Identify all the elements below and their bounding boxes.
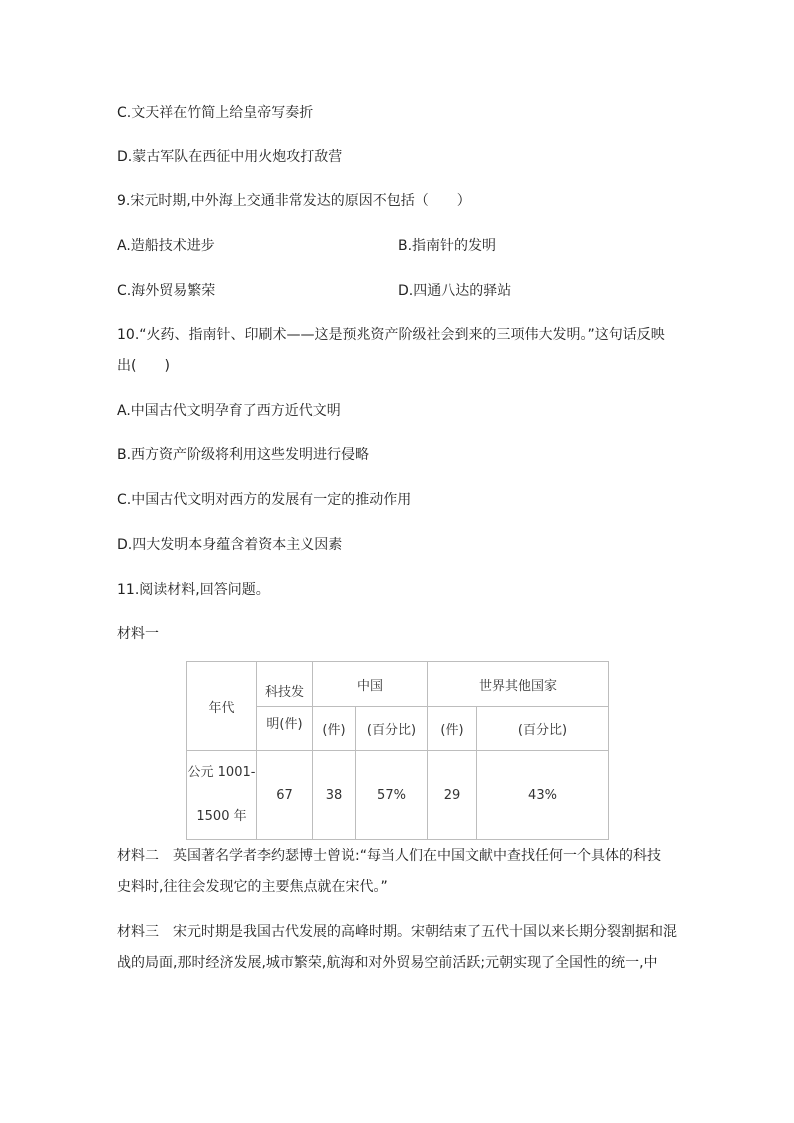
q11-stem: 11.阅读材料,回答问题。: [117, 582, 270, 598]
sub-count-world: (件): [428, 707, 477, 751]
header-inventions-bottom: 明(件): [257, 707, 313, 751]
material2-line1: 材料二 英国著名学者李约瑟博士曾说:“每当人们在中国文献中查找任何一个具体的科技: [117, 848, 661, 864]
sub-percent-china: (百分比): [356, 707, 428, 751]
q9-option-a: A.造船技术进步: [117, 238, 215, 254]
row-world-percent: 43%: [477, 751, 609, 840]
material2-line2: 史料时,往往会发现它的主要焦点就在宋代。”: [117, 879, 388, 895]
header-world: 世界其他国家: [428, 662, 609, 707]
row-era-line2: 1500 年: [196, 809, 247, 824]
header-inventions-top: 科技发: [257, 662, 313, 707]
row-china-count: 38: [313, 751, 356, 840]
header-era: 年代: [187, 662, 257, 751]
header-china: 中国: [313, 662, 428, 707]
q8-option-c: C.文天祥在竹简上给皇帝写奏折: [117, 105, 314, 121]
q8-option-d: D.蒙古军队在西征中用火炮攻打敌营: [117, 149, 343, 165]
row-china-percent: 57%: [356, 751, 428, 840]
q10-stem-line1: 10.“火药、指南针、印刷术——这是预兆资产阶级社会到来的三项伟大发明。”这句话反映: [117, 327, 665, 343]
material3-line1: 材料三 宋元时期是我国古代发展的高峰时期。宋朝结束了五代十国以来长期分裂割据和混: [117, 924, 677, 940]
row-era: [187, 751, 257, 840]
q10-option-c: C.中国古代文明对西方的发展有一定的推动作用: [117, 492, 412, 508]
q10-option-b: B.西方资产阶级将利用这些发明进行侵略: [117, 447, 370, 463]
material1-table: [186, 661, 609, 840]
row-era-line1: 公元 1001-: [187, 765, 256, 780]
q10-stem-line2: 出( ): [117, 358, 170, 374]
q9-option-b: B.指南针的发明: [398, 238, 497, 254]
q10-option-a: A.中国古代文明孕育了西方近代文明: [117, 403, 341, 419]
sub-percent-world: (百分比): [477, 707, 609, 751]
q9-option-c: C.海外贸易繁荣: [117, 283, 216, 299]
q9-option-d: D.四通八达的驿站: [398, 283, 512, 299]
q9-stem: 9.宋元时期,中外海上交通非常发达的原因不包括（ ）: [117, 193, 471, 209]
row-total: 67: [257, 751, 313, 840]
sub-count-china: (件): [313, 707, 356, 751]
material3-line2: 战的局面,那时经济发展,城市繁荣,航海和对外贸易空前活跃;元朝实现了全国性的统一,中: [117, 955, 658, 971]
q10-option-d: D.四大发明本身蕴含着资本主义因素: [117, 537, 343, 553]
material1-label: 材料一: [117, 626, 159, 642]
row-world-count: 29: [428, 751, 477, 840]
